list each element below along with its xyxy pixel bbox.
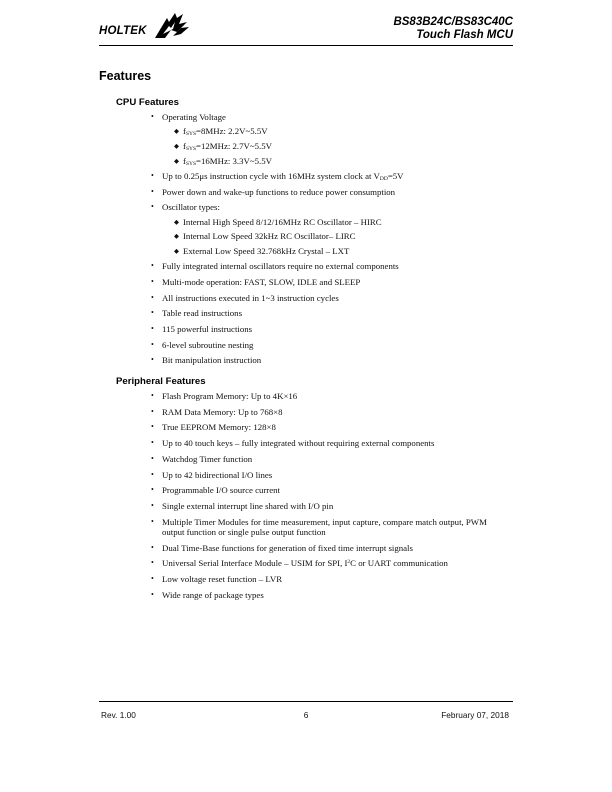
bullet-icon: • — [151, 406, 154, 416]
cpu-features-list — [150, 112, 520, 371]
bullet-icon: • — [151, 589, 154, 599]
bullet-icon: • — [151, 170, 154, 180]
voltage-12mhz: =12MHz: 2.7V~5.5V — [196, 141, 272, 151]
bullet-icon: • — [151, 438, 154, 448]
bullet-icon: • — [151, 558, 154, 568]
product-name: Touch Flash MCU — [416, 29, 513, 41]
revision-label: Rev. 1.00 — [101, 710, 136, 720]
list-item: • 115 powerful instructions — [151, 324, 253, 334]
bullet-icon: • — [151, 422, 154, 432]
bullet-icon: • — [151, 339, 154, 349]
list-item: • Watchdog Timer function — [151, 453, 253, 464]
list-item: • Up to 40 touch keys – fully integrated without requiring external components — [151, 438, 435, 449]
page-footer — [99, 701, 513, 722]
diamond-bullet-icon: ◆ — [174, 218, 179, 226]
bullet-icon: • — [151, 485, 154, 495]
list-item: • Multiple Timer Modules for time measurement, input capture, compare match output, PWM output function or single pulse output function — [151, 516, 487, 538]
sub-list-item: ◆ $f_{SYS}=12MHz$: 2.7V~5.5V — [174, 141, 272, 152]
list-item: • Low voltage reset function – LVR — [151, 574, 283, 585]
list-item: • All instructions executed in 1~3 instruction cycles — [151, 292, 339, 303]
bullet-icon: • — [151, 276, 154, 286]
logo-text: HOLTEK — [99, 25, 147, 37]
sub-list-item: ◆ Internal High Speed 8/12/16MHz RC Oscillator – HIRC — [174, 216, 382, 227]
part-numbers: BS83B24C/BS83C40C — [393, 16, 513, 28]
release-date: February 07, 2018 — [441, 710, 509, 720]
voltage-16mhz: =16MHz: 3.3V~5.5V — [196, 155, 272, 166]
bullet-icon: • — [151, 469, 154, 479]
list-item: • 6-level subroutine nesting — [151, 339, 254, 350]
bullet-icon: • — [151, 186, 154, 196]
list-item: • Universal Serial Interface Module – USIM for SPI, $I^2C$ or UART communication — [151, 558, 448, 569]
bullet-icon: • — [151, 324, 154, 333]
sub-list-item: ◆ External Low Speed 32.768kHz Crystal – LXT — [174, 245, 350, 256]
section-title: Features — [99, 69, 152, 83]
bullet-icon: • — [151, 574, 154, 584]
peripheral-features-list — [150, 391, 520, 606]
page-number: 6 — [303, 710, 309, 720]
list-item — [150, 112, 520, 166]
list-item: • Power down and wake-up functions to reduce power consumption — [151, 186, 396, 197]
list-item: • Table read instructions — [151, 308, 242, 319]
document-title — [393, 16, 513, 42]
list-item: • RAM Data Memory: Up to 768×8 — [151, 406, 283, 417]
list-item: • True EEPROM Memory: 128×8 — [151, 422, 276, 433]
bullet-icon: • — [151, 516, 154, 526]
list-item: • Wide range of package types — [151, 589, 264, 600]
bullet-icon: • — [151, 292, 154, 302]
diamond-bullet-icon: ◆ — [174, 157, 179, 165]
diamond-bullet-icon: ◆ — [174, 128, 179, 136]
bullet-icon: • — [151, 453, 154, 463]
bullet-icon: • — [151, 308, 154, 318]
sub-list-item: ◆ $f_{SYS}=16MHz$: 3.3V~5.5V — [174, 155, 272, 167]
bullet-icon: • — [151, 500, 154, 510]
list-item: • Multi-mode operation: FAST, SLOW, IDLE and SLEEP — [151, 276, 361, 287]
bullet-icon: • — [151, 112, 154, 121]
bullet-icon: • — [151, 391, 154, 400]
operating-voltage-label: Operating Voltage — [162, 112, 226, 122]
diamond-bullet-icon: ◆ — [174, 233, 179, 241]
list-item: • Up to 0.25μs instruction cycle with 16MHz system clock at $V_{DD}=5V$ — [151, 170, 404, 182]
bullet-icon: • — [151, 202, 154, 212]
bullet-icon: • — [151, 261, 154, 271]
voltage-8mhz: =8MHz: 2.2V~5.5V — [196, 126, 268, 137]
list-item: • Fully integrated internal oscillators require no external components — [151, 261, 399, 272]
bullet-icon: • — [151, 355, 154, 365]
holtek-logo — [99, 12, 199, 43]
list-item: • Single external interrupt line shared with I/O pin — [151, 500, 334, 511]
holtek-wing-icon — [153, 12, 191, 42]
bullet-icon: • — [151, 542, 154, 552]
list-item: • Programmable I/O source current — [151, 485, 280, 496]
sub-list-item: ◆ Internal Low Speed 32kHz RC Oscillator– LIRC — [174, 231, 356, 242]
list-item: • Up to 42 bidirectional I/O lines — [151, 469, 273, 480]
page-header — [99, 12, 513, 46]
list-item: • Dual Time-Base functions for generation of fixed time interrupt signals — [151, 542, 413, 553]
diamond-bullet-icon: ◆ — [174, 247, 179, 255]
cpu-features-heading: CPU Features — [116, 97, 179, 108]
list-item: • Flash Program Memory: Up to 4K×16 — [151, 391, 298, 401]
list-item: • Bit manipulation instruction — [151, 355, 262, 366]
sub-list-item: ◆ $f_{SYS}=8MHz$: 2.2V~5.5V — [174, 126, 268, 138]
list-item: • Oscillator types: ◆ Internal High Speed 8/12/16MHz RC Oscillator – HIRC ◆ Internal Low Speed 32kHz RC Oscillator– LIRC ◆ External Low Speed 32.768kHz Crystal – LXT — [150, 202, 520, 256]
diamond-bullet-icon: ◆ — [174, 143, 179, 150]
peripheral-features-heading: Peripheral Features — [116, 376, 206, 387]
